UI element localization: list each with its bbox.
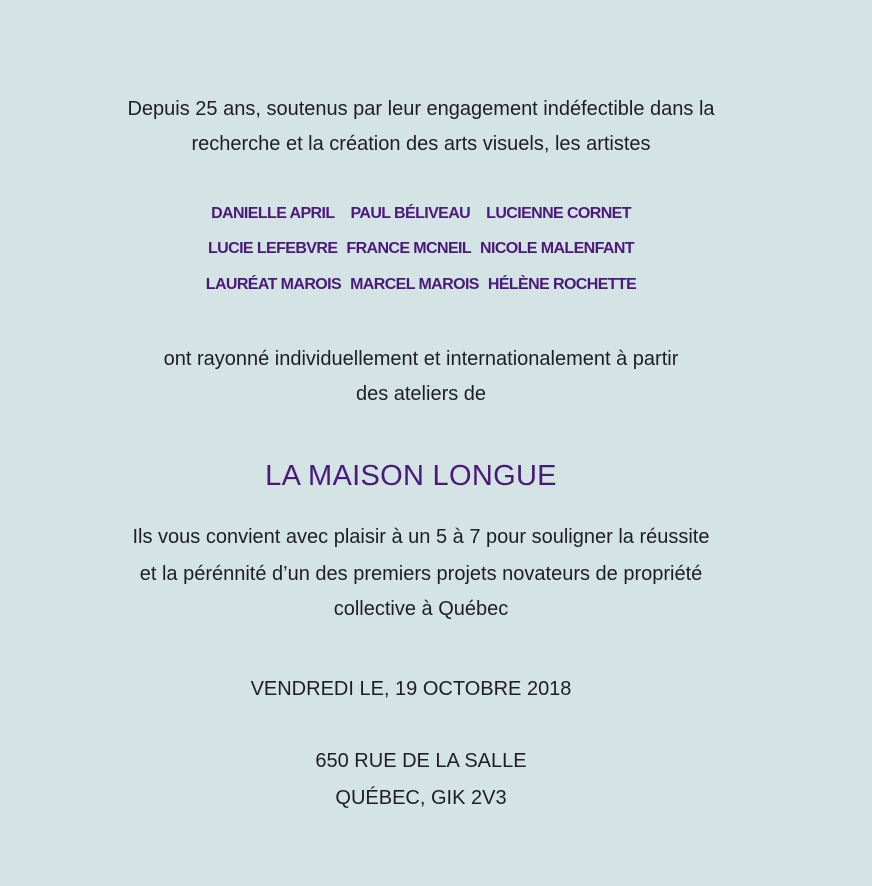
rayonne-line-1: ont rayonné individuellement et internationalement à partir <box>163 348 679 370</box>
event-date: VENDREDI LE, 19 OCTOBRE 2018 <box>250 678 572 700</box>
venue-name-heading: LA MAISON LONGUE <box>265 460 557 492</box>
artists-row-3 <box>0 270 842 300</box>
artist-name: FRANCE MCNEIL <box>346 240 472 257</box>
artist-name: MARCEL MAROIS <box>350 276 479 293</box>
artist-name: PAUL BÉLIVEAU <box>350 205 471 222</box>
address-street: 650 RUE DE LA SALLE <box>315 750 527 772</box>
invitation-line-1: Ils vous convient avec plaisir à un 5 à 7 pour souligner la réussite <box>132 526 710 548</box>
artists-row-1 <box>0 199 842 229</box>
artist-name: LUCIENNE CORNET <box>486 205 631 222</box>
artist-name: DANIELLE APRIL <box>211 205 335 222</box>
artist-name: NICOLE MALENFANT <box>480 240 634 257</box>
artist-name: LAURÉAT MAROIS <box>205 276 342 293</box>
invitation-line-3: collective à Québec <box>333 598 509 620</box>
artists-row-2 <box>0 234 842 264</box>
artist-name: HÉLÈNE ROCHETTE <box>487 276 637 293</box>
address-city: QUÉBEC, GIK 2V3 <box>335 787 507 809</box>
artist-name: LUCIE LEFEBVRE <box>208 240 338 257</box>
intro-line-1: Depuis 25 ans, soutenus par leur engagement indéfectible dans la <box>127 98 715 120</box>
rayonne-line-2: des ateliers de <box>355 383 487 405</box>
intro-line-2: recherche et la création des arts visuels, les artistes <box>191 133 651 155</box>
invitation-line-2: et la pérénnité d’un des premiers projets novateurs de propriété <box>139 563 703 585</box>
